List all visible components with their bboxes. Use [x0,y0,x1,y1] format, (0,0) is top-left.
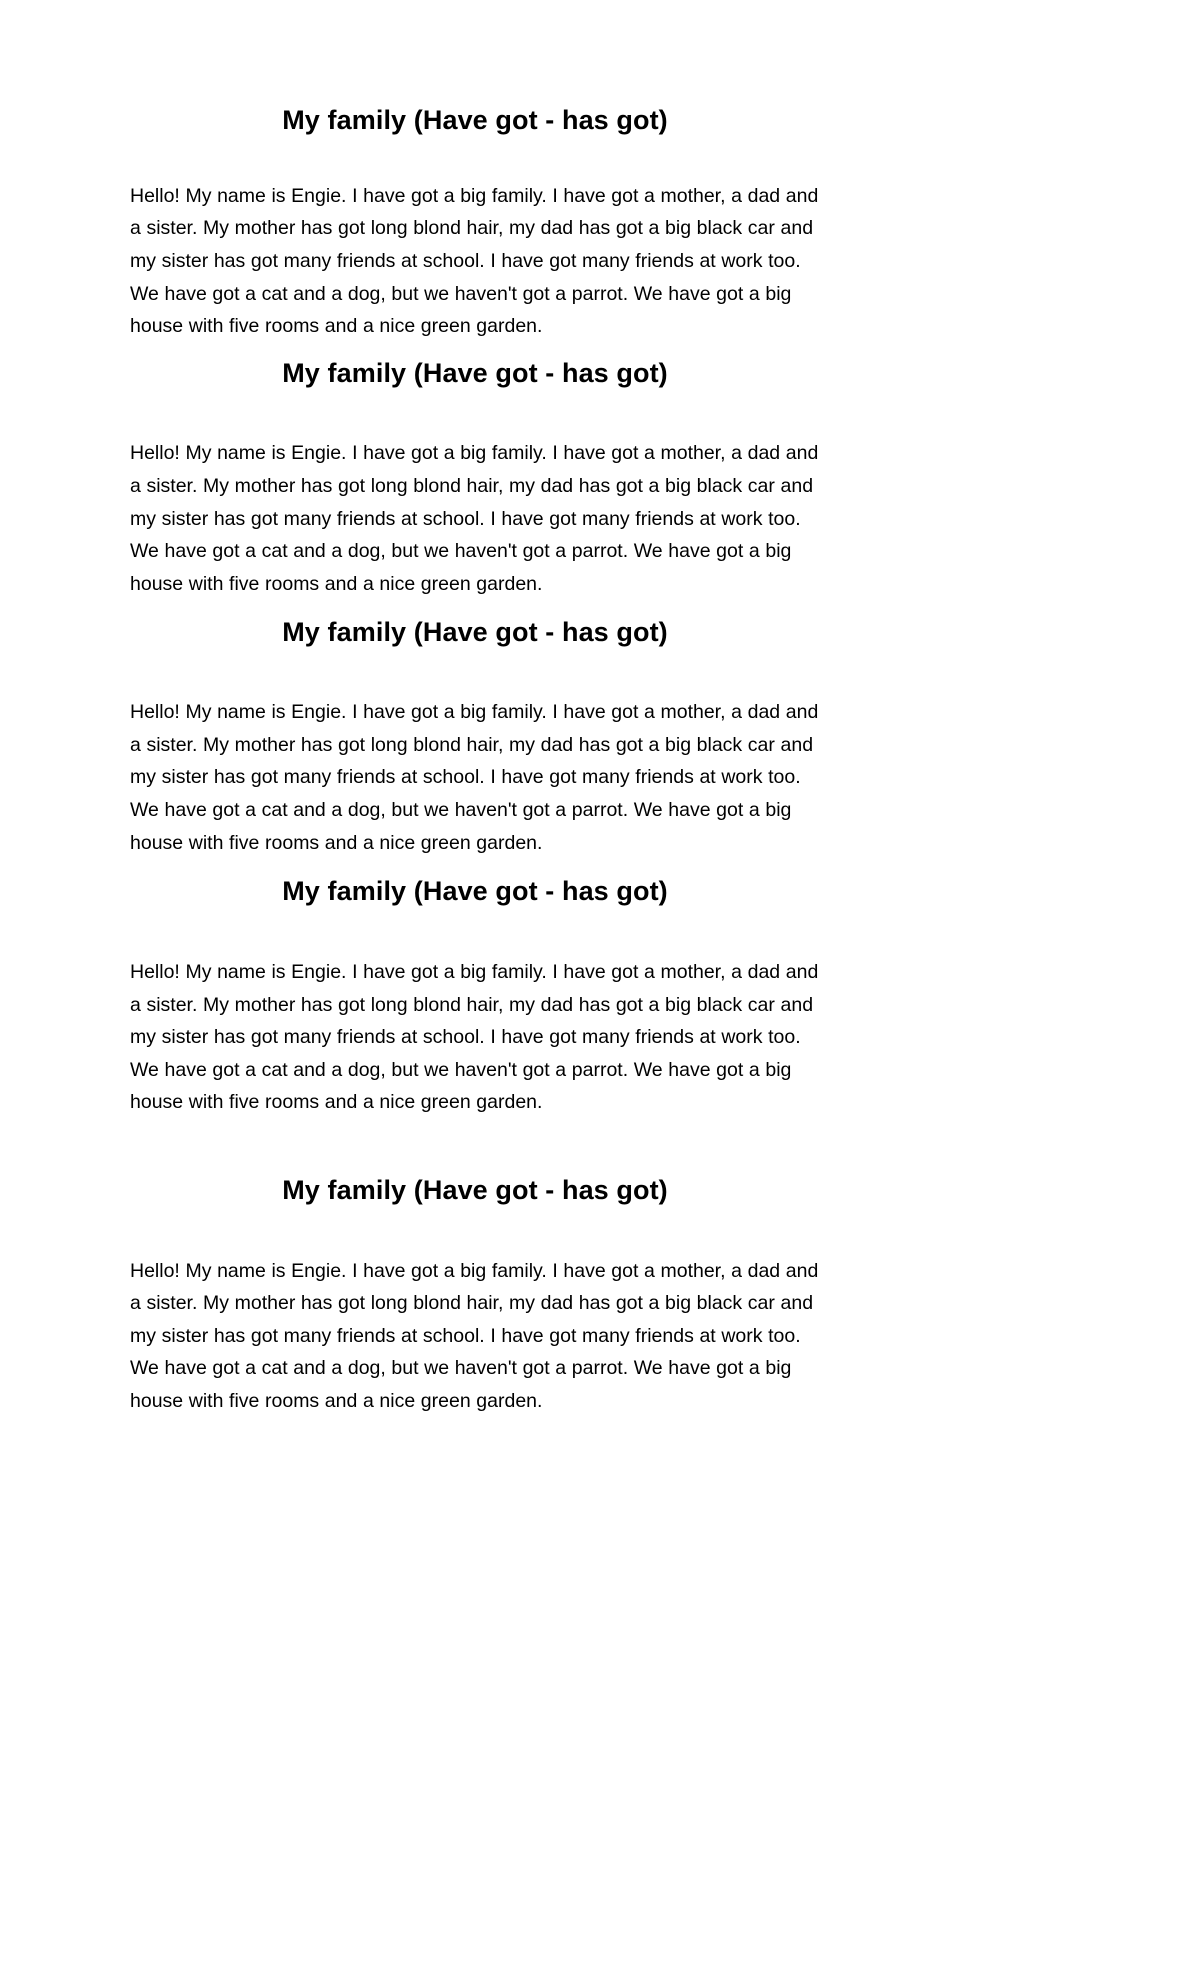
page-trailing-whitespace [130,1418,820,1976]
section-paragraph: Hello! My name is Engie. I have got a big family. I have got a mother, a dad and a sister. My mother has got long blond hair, my dad has got a big black car and my sister has got many friends at school. I have got many friends at work too. We have got a cat and a dog, but we haven't got a parrot. We have got a big house with five rooms and a nice green garden. [130,184,819,338]
section-paragraph: Hello! My name is Engie. I have got a big family. I have got a mother, a dad and a sister. My mother has got long blond hair, my dad has got a big black car and my sister has got many friends at school. I have got many friends at work too. We have got a cat and a dog, but we haven't got a parrot. We have got a big house with five rooms and a nice green garden. [130,1259,819,1412]
section-heading: My family (Have got - has got) [282,357,668,388]
document-section [130,600,820,859]
section-paragraph: Hello! My name is Engie. I have got a big family. I have got a mother, a dad and a sister. My mother has got long blond hair, my dad has got a big black car and my sister has got many friends at school. I have got many friends at work too. We have got a cat and a dog, but we haven't got a parrot. We have got a big house with five rooms and a nice green garden. [130,701,819,854]
section-paragraph: Hello! My name is Engie. I have got a big family. I have got a mother, a dad and a sister. My mother has got long blond hair, my dad has got a big black car and my sister has got many friends at school. I have got many friends at work too. We have got a cat and a dog, but we haven't got a parrot. We have got a big house with five rooms and a nice green garden. [130,442,819,595]
document-content-column [130,0,820,1976]
document-section [130,0,820,343]
section-heading: My family (Have got - has got) [282,105,668,135]
section-paragraph: Hello! My name is Engie. I have got a big family. I have got a mother, a dad and a sister. My mother has got long blond hair, my dad has got a big black car and my sister has got many friends at school. I have got many friends at work too. We have got a cat and a dog, but we haven't got a parrot. We have got a big house with five rooms and a nice green garden. [130,960,819,1114]
document-section [130,1119,820,1418]
document-section [130,859,820,1119]
document-section [130,343,820,601]
section-heading: My family (Have got - has got) [282,617,668,648]
section-heading: My family (Have got - has got) [282,876,668,907]
section-heading: My family (Have got - has got) [282,1174,668,1205]
